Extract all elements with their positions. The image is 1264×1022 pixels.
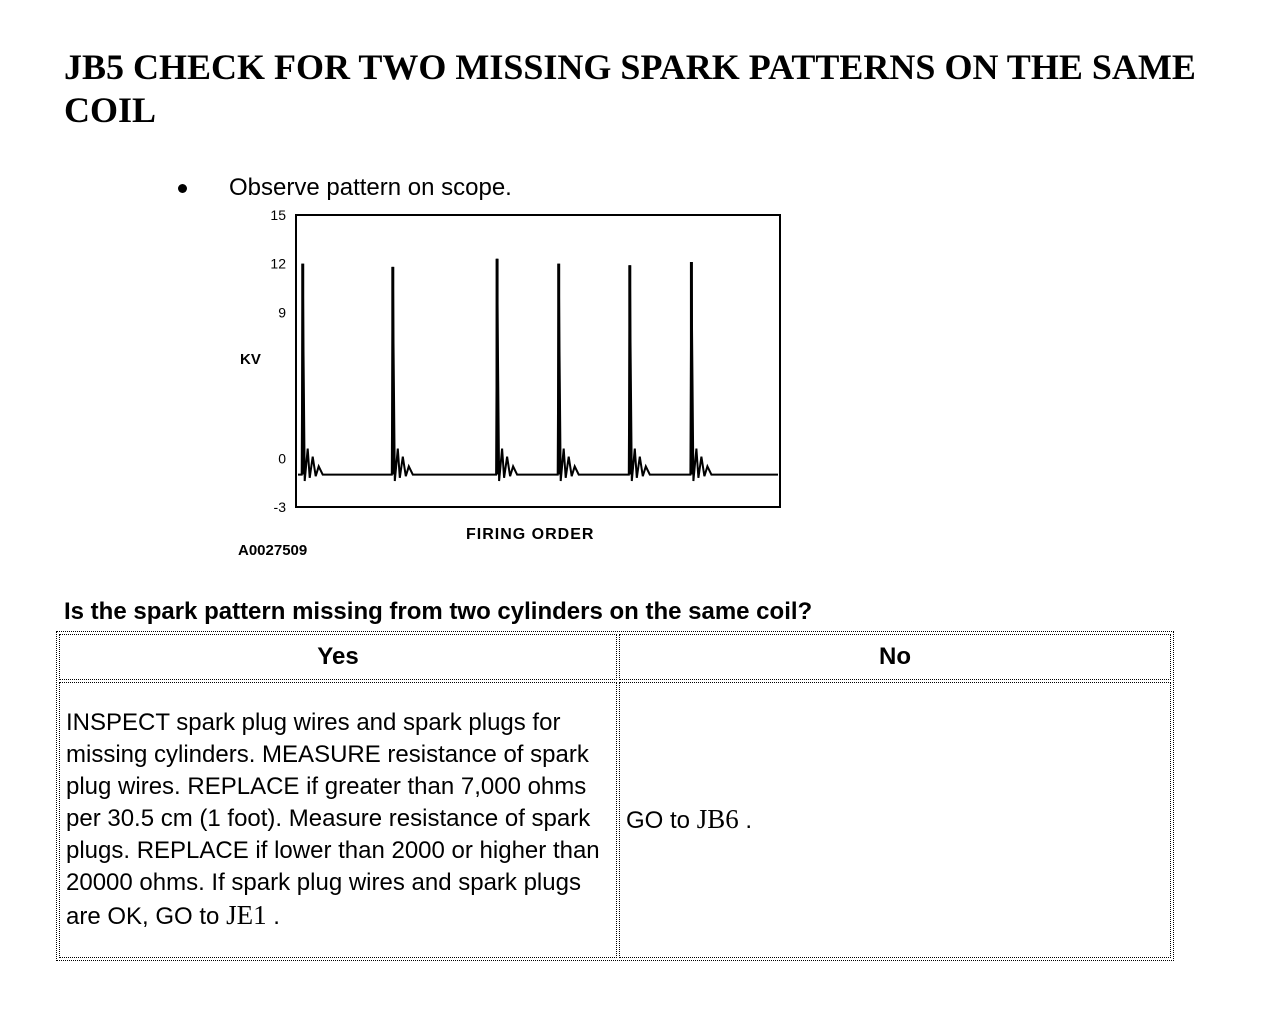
plot-frame bbox=[296, 215, 780, 507]
header-yes: Yes bbox=[59, 634, 617, 680]
instruction-item bbox=[178, 174, 512, 202]
y-tick-label: 12 bbox=[270, 255, 286, 272]
decision-table bbox=[56, 631, 1174, 961]
yes-suffix: . bbox=[266, 903, 280, 930]
y-tick-label: 0 bbox=[278, 450, 286, 467]
y-tick-label: -3 bbox=[273, 499, 286, 515]
instruction-text: Observe pattern on scope. bbox=[229, 174, 512, 201]
y-axis-ticks bbox=[270, 207, 286, 515]
no-suffix: . bbox=[738, 807, 753, 834]
no-action-cell bbox=[619, 682, 1171, 958]
no-action-text: GO to bbox=[626, 807, 697, 834]
table-header-row bbox=[59, 634, 1171, 680]
yes-action-text: INSPECT spark plug wires and spark plugs for missing cylinders. MEASURE resistance of spark plug wires. REPLACE if greater than 7,000 ohms per 30.5 cm (1 foot). Measure resistance of spark plugs. REPLACE if lower than 2000 or higher than 20000 ohms. If spark plug wires and spark plugs are OK, GO to bbox=[66, 709, 600, 930]
y-tick-label: 9 bbox=[278, 304, 286, 321]
y-axis-label: KV bbox=[240, 351, 261, 368]
table-row bbox=[59, 682, 1171, 958]
page-title: JB5 CHECK FOR TWO MISSING SPARK PATTERNS ON THE SAME COIL bbox=[64, 47, 1196, 130]
yes-action-cell bbox=[59, 682, 617, 958]
x-axis-label: FIRING ORDER bbox=[466, 526, 595, 543]
scope-pattern-chart bbox=[230, 204, 790, 564]
link-je1[interactable]: JE1 bbox=[226, 900, 267, 930]
figure-id: A0027509 bbox=[238, 542, 308, 559]
y-tick-label: 15 bbox=[270, 207, 286, 223]
header-no: No bbox=[619, 634, 1171, 680]
bullet-icon bbox=[178, 184, 187, 193]
question-text: Is the spark pattern missing from two cylinders on the same coil? bbox=[64, 598, 813, 625]
spark-trace-line bbox=[298, 259, 778, 481]
link-jb6[interactable]: JB6 bbox=[696, 804, 739, 834]
spark-trace bbox=[298, 259, 778, 481]
